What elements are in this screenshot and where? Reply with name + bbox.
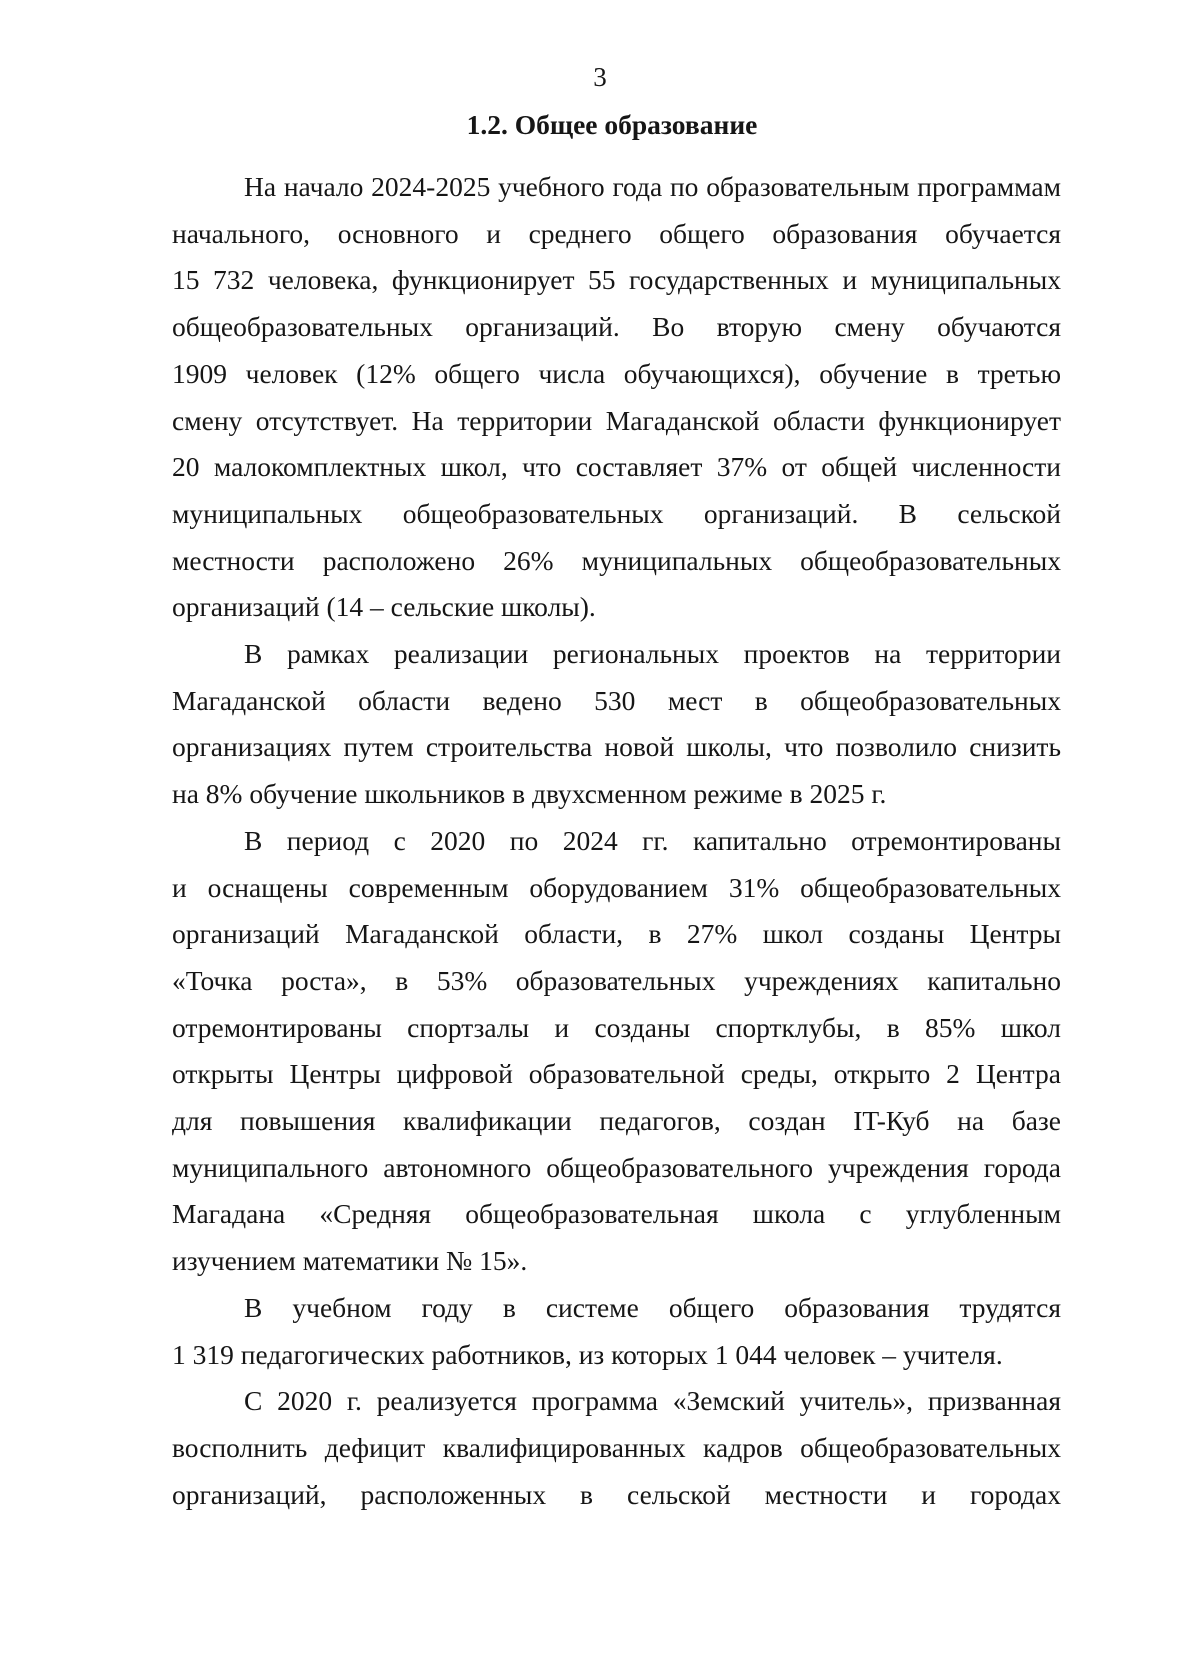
text-line: С 2020 г. реализуется программа «Земский учитель», призванная <box>244 1385 1061 1417</box>
text-line: Магадана «Средняя общеобразовательная школа с углубленным <box>172 1198 1061 1230</box>
text-line: отремонтированы спортзалы и созданы спортклубы, в 85% школ <box>172 1011 1061 1043</box>
document-body <box>172 164 1061 1518</box>
text-line: На начало 2024-2025 учебного года по образовательным программам <box>244 171 1061 202</box>
text-line: местности расположено 26% муниципальных общеобразовательных <box>172 544 1061 576</box>
text-line: муниципального автономного общеобразовательного учреждения города <box>172 1151 1061 1183</box>
text-line: открыты Центры цифровой образовательной среды, открыто 2 Центра <box>172 1058 1061 1090</box>
text-line: организаций (14 – сельские школы). <box>172 591 596 623</box>
text-line: В учебном году в системе общего образования трудятся <box>244 1291 1061 1323</box>
text-line: организаций, расположенных в сельской местности и городах <box>172 1478 1061 1510</box>
text-line: на 8% обучение школьников в двухсменном режиме в 2025 г. <box>172 778 887 810</box>
text-line: 15 732 человека, функционирует 55 государственных и муниципальных <box>172 264 1061 296</box>
text-line: восполнить дефицит квалифицированных кадров общеобразовательных <box>172 1431 1061 1463</box>
text-line: и оснащены современным оборудованием 31% общеобразовательных <box>172 871 1061 903</box>
text-line: Магаданской области ведено 530 мест в общеобразовательных <box>172 684 1061 716</box>
text-line: 1 319 педагогических работников, из которых 1 044 человек – учителя. <box>172 1338 1003 1370</box>
text-line: организаций Магаданской области, в 27% школ созданы Центры <box>172 918 1061 950</box>
text-line: В период с 2020 по 2024 гг. капитально отремонтированы <box>244 824 1061 856</box>
text-line: 1909 человек (12% общего числа обучающихся), обучение в третью <box>172 357 1061 389</box>
text-line: начального, основного и среднего общего образования обучается <box>172 217 1061 249</box>
text-line: для повышения квалификации педагогов, создан IT-Куб на базе <box>172 1105 1061 1137</box>
paragraph <box>172 164 1061 631</box>
text-line: изучением математики № 15». <box>172 1245 528 1277</box>
text-line: В рамках реализации региональных проектов на территории <box>244 638 1061 670</box>
text-line: 20 малокомплектных школ, что составляет 37% от общей численности <box>172 451 1061 483</box>
text-line: общеобразовательных организаций. Во вторую смену обучаются <box>172 311 1061 343</box>
text-line: «Точка роста», в 53% образовательных учреждениях капитально <box>172 964 1061 996</box>
section-heading: 1.2. Общее образование <box>466 109 758 140</box>
paragraph <box>172 1285 1061 1378</box>
paragraph <box>172 631 1061 818</box>
paragraph <box>172 1378 1061 1518</box>
page-number: 3 <box>593 62 607 92</box>
text-line: смену отсутствует. На территории Магаданской области функционирует <box>172 404 1061 436</box>
paragraph <box>172 818 1061 1285</box>
text-line: муниципальных общеобразовательных организаций. В сельской <box>172 497 1061 529</box>
text-line: организациях путем строительства новой школы, что позволило снизить <box>172 731 1061 763</box>
